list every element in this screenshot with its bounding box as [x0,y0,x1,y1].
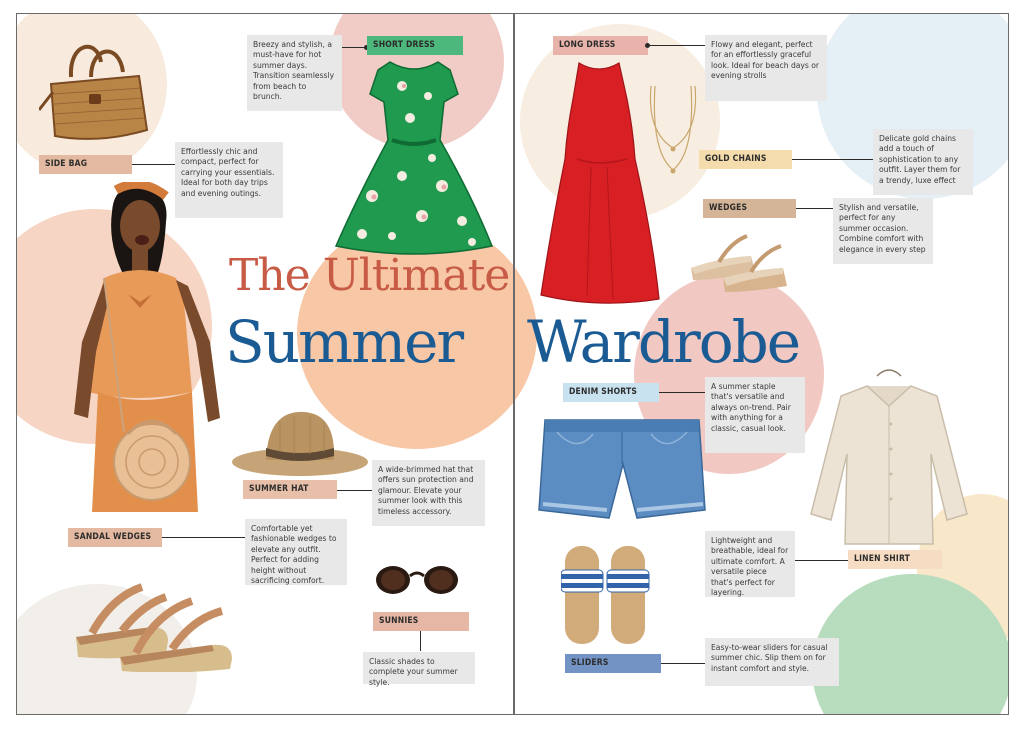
wedges-image [689,226,789,292]
denim-shorts-description: A summer staple that's versatile and always on-trend. Pair with anything for a classic, casual look. [705,377,805,453]
summer-hat-image [230,402,370,482]
denim-shorts-label: DENIM SHORTS [563,383,659,402]
long-dress-label: LONG DRESS [553,36,648,55]
sunnies-label: SUNNIES [373,612,469,631]
magazine-spread [16,13,1009,715]
sliders-label: SLIDERS [565,654,661,673]
wedges-description: Stylish and versatile, perfect for any summer occasion. Combine comfort with elegance in every step [833,198,933,264]
connector-line [795,560,851,561]
connector-line [661,663,707,664]
connector-line [162,537,246,538]
gold-chains-label: GOLD CHAINS [699,150,792,169]
side-bag-label: SIDE BAG [39,155,132,174]
connector-line [796,208,834,209]
connector-line [420,631,421,651]
title-line-2-right: Wardrobe [527,308,800,376]
sunnies-image [373,562,463,598]
linen-shirt-label: LINEN SHIRT [848,550,942,569]
connector-line [337,490,373,491]
short-dress-label: SHORT DRESS [367,36,463,55]
sliders-image [561,544,651,646]
short-dress-image [332,56,497,256]
wedges-label: WEDGES [703,199,796,218]
title-line-2-left: Summer [225,308,463,376]
model-woman-image [42,182,222,512]
sunnies-description: Classic shades to complete your summer style. [363,652,475,684]
sliders-description: Easy-to-wear sliders for casual summer chic. Slip them on for instant comfort and style. [705,638,839,686]
title-line-1: The Ultimate [229,250,510,301]
connector-line [648,45,706,46]
gold-chains-description: Delicate gold chains add a touch of sophistication to any outfit. Layer them for a trendy, luxe effect [873,129,973,195]
summer-hat-description: A wide-brimmed hat that offers sun protection and glamour. Elevate your summer look with this timeless accessory. [372,460,485,526]
sandal-wedges-label: SANDAL WEDGES [68,528,162,547]
connector-line [132,164,178,165]
linen-shirt-image [807,364,972,549]
summer-hat-label: SUMMER HAT [243,480,337,499]
connector-line [792,159,874,160]
denim-shorts-image [537,414,707,524]
gold-chains-image [643,82,703,177]
page-fold [513,14,515,714]
long-dress-description: Flowy and elegant, perfect for an effortlessly graceful look. Ideal for beach days or evening strolls [705,35,827,101]
connector-line [659,392,707,393]
side-bag-image [39,32,154,142]
sandal-wedges-description: Comfortable yet fashionable wedges to elevate any outfit. Perfect for adding height without sacrificing comfort. [245,519,347,585]
side-bag-description: Effortlessly chic and compact, perfect for carrying your essentials. Ideal for both day trips and evening outings. [175,142,283,218]
linen-shirt-description: Lightweight and breathable, ideal for ultimate comfort. A versatile piece that's perfect for layering. [705,531,795,597]
sandal-wedges-image [72,557,237,672]
short-dress-description: Breezy and stylish, a must-have for hot summer days. Transition seamlessly from beach to brunch. [247,35,342,111]
